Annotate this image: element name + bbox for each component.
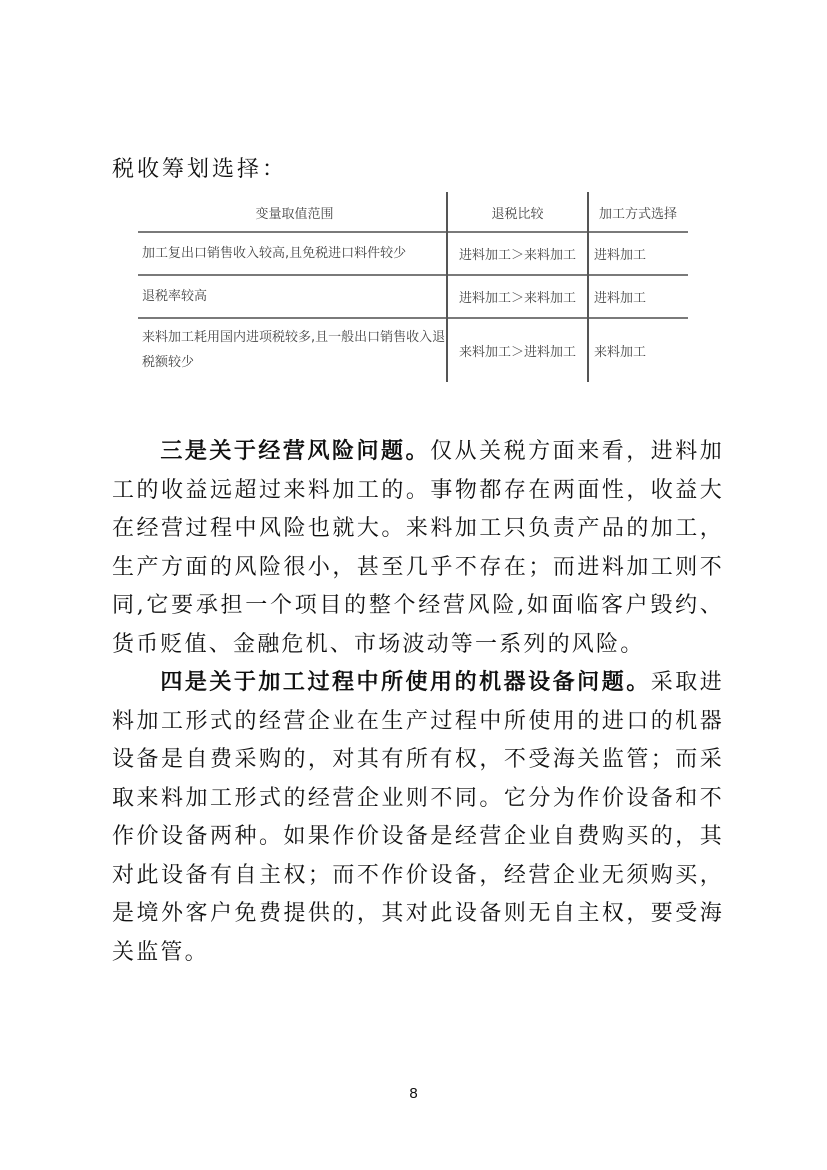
paragraph-body: 采取进料加工形式的经营企业在生产过程中所使用的进口的机器设备是自费采购的，对其有所有权，不受海关监管；而采取来料加工形式的经营企业则不同。它分为作价设备和不作价设备两种。如果作价设备是经营企业自费购买的，其对此设备有自主权；而不作价设备，经营企业无须购买，是境外客户免费提供的，其对此设备则无自主权，要受海关监管。 — [112, 670, 724, 965]
header-cell: 退税比较 — [491, 206, 544, 222]
table-rule — [138, 274, 688, 276]
tax-planning-table — [138, 192, 688, 382]
table-cell — [138, 318, 447, 382]
table-cell: 进料加工＞来料加工 — [458, 291, 576, 306]
table-cell: 进料加工 — [594, 291, 647, 306]
header-cell: 变量取值范围 — [255, 206, 334, 222]
paragraph-body: 仅从关税方面来看，进料加工的收益远超过来料加工的。事物都存在两面性，收益大在经营过程中风险也就大。来料加工只负责产品的加工，生产方面的风险很小，甚至几乎不存在；而进料加工则不同,它要承担一个项目的整个经营风险,如面临客户毁约、货币贬值、金融危机、市场波动等一系列的风险。 — [112, 439, 724, 657]
table-row — [138, 232, 688, 275]
cell-text: 加工复出口销售收入较高,且免税进口料件较少 — [142, 246, 407, 261]
page-number: 8 — [409, 1085, 418, 1102]
table-header-row — [138, 192, 688, 232]
table-rule — [138, 231, 688, 233]
table-cell: 来料加工＞进料加工 — [458, 344, 576, 360]
paragraph-lead: 三是关于经营风险问题。 — [160, 438, 431, 464]
table-cell — [138, 275, 447, 318]
table-column-divider — [446, 192, 448, 382]
cell-text: 退税率较高 — [142, 289, 208, 304]
header-cell: 加工方式选择 — [598, 206, 677, 222]
cell-text: 来料加工耗用国内进项税较多,且一般出口销售收入退税额较少 — [142, 330, 446, 370]
table-column-divider — [587, 192, 589, 382]
table-cell — [138, 232, 447, 275]
paragraph-operating-risk — [112, 432, 724, 664]
table-cell: 来料加工 — [594, 344, 647, 360]
paragraph-equipment — [112, 663, 724, 972]
section-heading: 税收筹划选择： — [112, 157, 288, 182]
table-rule — [138, 317, 688, 319]
table-cell: 进料加工 — [594, 248, 647, 263]
paragraph-lead: 四是关于加工过程中所使用的机器设备问题。 — [160, 669, 651, 695]
table-cell: 进料加工＞来料加工 — [458, 248, 576, 263]
table-row — [138, 275, 688, 318]
table-row — [138, 318, 688, 382]
